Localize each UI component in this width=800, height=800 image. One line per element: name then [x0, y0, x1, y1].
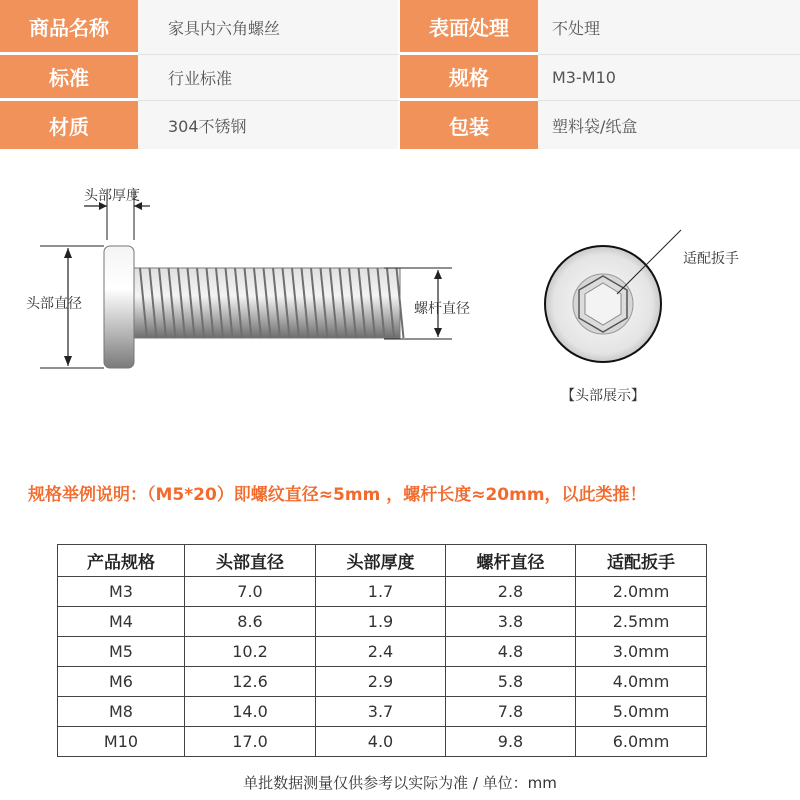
table-row [58, 727, 707, 757]
column-header: 产品规格 [58, 545, 185, 577]
table-cell: 2.9 [316, 667, 446, 697]
table-cell: 7.0 [185, 577, 316, 607]
head-view-caption: 【头部展示】 [561, 388, 645, 404]
size-table [57, 544, 707, 757]
spec-row [0, 101, 800, 149]
table-cell: 2.5mm [576, 607, 707, 637]
table-cell: 3.7 [316, 697, 446, 727]
spec-value: 行业标准 [138, 55, 400, 101]
table-cell: 4.0 [316, 727, 446, 757]
column-header: 螺杆直径 [446, 545, 576, 577]
table-cell: M4 [58, 607, 185, 637]
spec-key: 规格 [400, 55, 538, 101]
table-cell: M8 [58, 697, 185, 727]
column-header: 适配扳手 [576, 545, 707, 577]
spec-value: 不处理 [538, 0, 800, 55]
spec-key: 标准 [0, 55, 138, 101]
table-cell: 3.8 [446, 607, 576, 637]
spec-value: 304不锈钢 [138, 101, 400, 149]
table-cell: 4.0mm [576, 667, 707, 697]
column-header: 头部直径 [185, 545, 316, 577]
head-diameter-label: 头部直径 [26, 296, 82, 312]
table-cell: 8.6 [185, 607, 316, 637]
screw-diagram [0, 160, 800, 450]
table-cell: 9.8 [446, 727, 576, 757]
table-cell: 14.0 [185, 697, 316, 727]
spec-example-note: 规格举例说明：（M5*20）即螺纹直径≈5mm ，螺杆长度≈20mm，以此类推！ [28, 485, 647, 505]
spec-key: 表面处理 [400, 0, 538, 55]
table-cell: 1.7 [316, 577, 446, 607]
table-row [58, 577, 707, 607]
table-cell: M5 [58, 637, 185, 667]
table-cell: M6 [58, 667, 185, 697]
spec-key: 包装 [400, 101, 538, 149]
spec-row [0, 55, 800, 101]
table-cell: M3 [58, 577, 185, 607]
unit-footnote: 单批数据测量仅供参考以实际为准 / 单位：mm [243, 774, 557, 792]
table-cell: 17.0 [185, 727, 316, 757]
spec-row [0, 0, 800, 55]
table-row [58, 637, 707, 667]
table-cell: 3.0mm [576, 637, 707, 667]
table-row [58, 667, 707, 697]
head-thickness-label: 头部厚度 [84, 188, 140, 204]
table-cell: 2.8 [446, 577, 576, 607]
spec-value: M3-M10 [538, 55, 800, 101]
table-header-row [58, 545, 707, 577]
table-cell: 5.8 [446, 667, 576, 697]
spec-value: 塑料袋/纸盒 [538, 101, 800, 149]
wrench-label: 适配扳手 [683, 251, 739, 267]
table-cell: 5.0mm [576, 697, 707, 727]
table-row [58, 607, 707, 637]
table-row [58, 697, 707, 727]
table-cell: 2.0mm [576, 577, 707, 607]
table-cell: M10 [58, 727, 185, 757]
table-cell: 1.9 [316, 607, 446, 637]
spec-value: 家具内六角螺丝 [138, 0, 400, 55]
table-cell: 10.2 [185, 637, 316, 667]
table-cell: 2.4 [316, 637, 446, 667]
column-header: 头部厚度 [316, 545, 446, 577]
table-cell: 6.0mm [576, 727, 707, 757]
table-cell: 7.8 [446, 697, 576, 727]
spec-key: 材质 [0, 101, 138, 149]
table-cell: 12.6 [185, 667, 316, 697]
spec-key: 商品名称 [0, 0, 138, 55]
table-cell: 4.8 [446, 637, 576, 667]
rod-diameter-label: 螺杆直径 [414, 301, 470, 317]
